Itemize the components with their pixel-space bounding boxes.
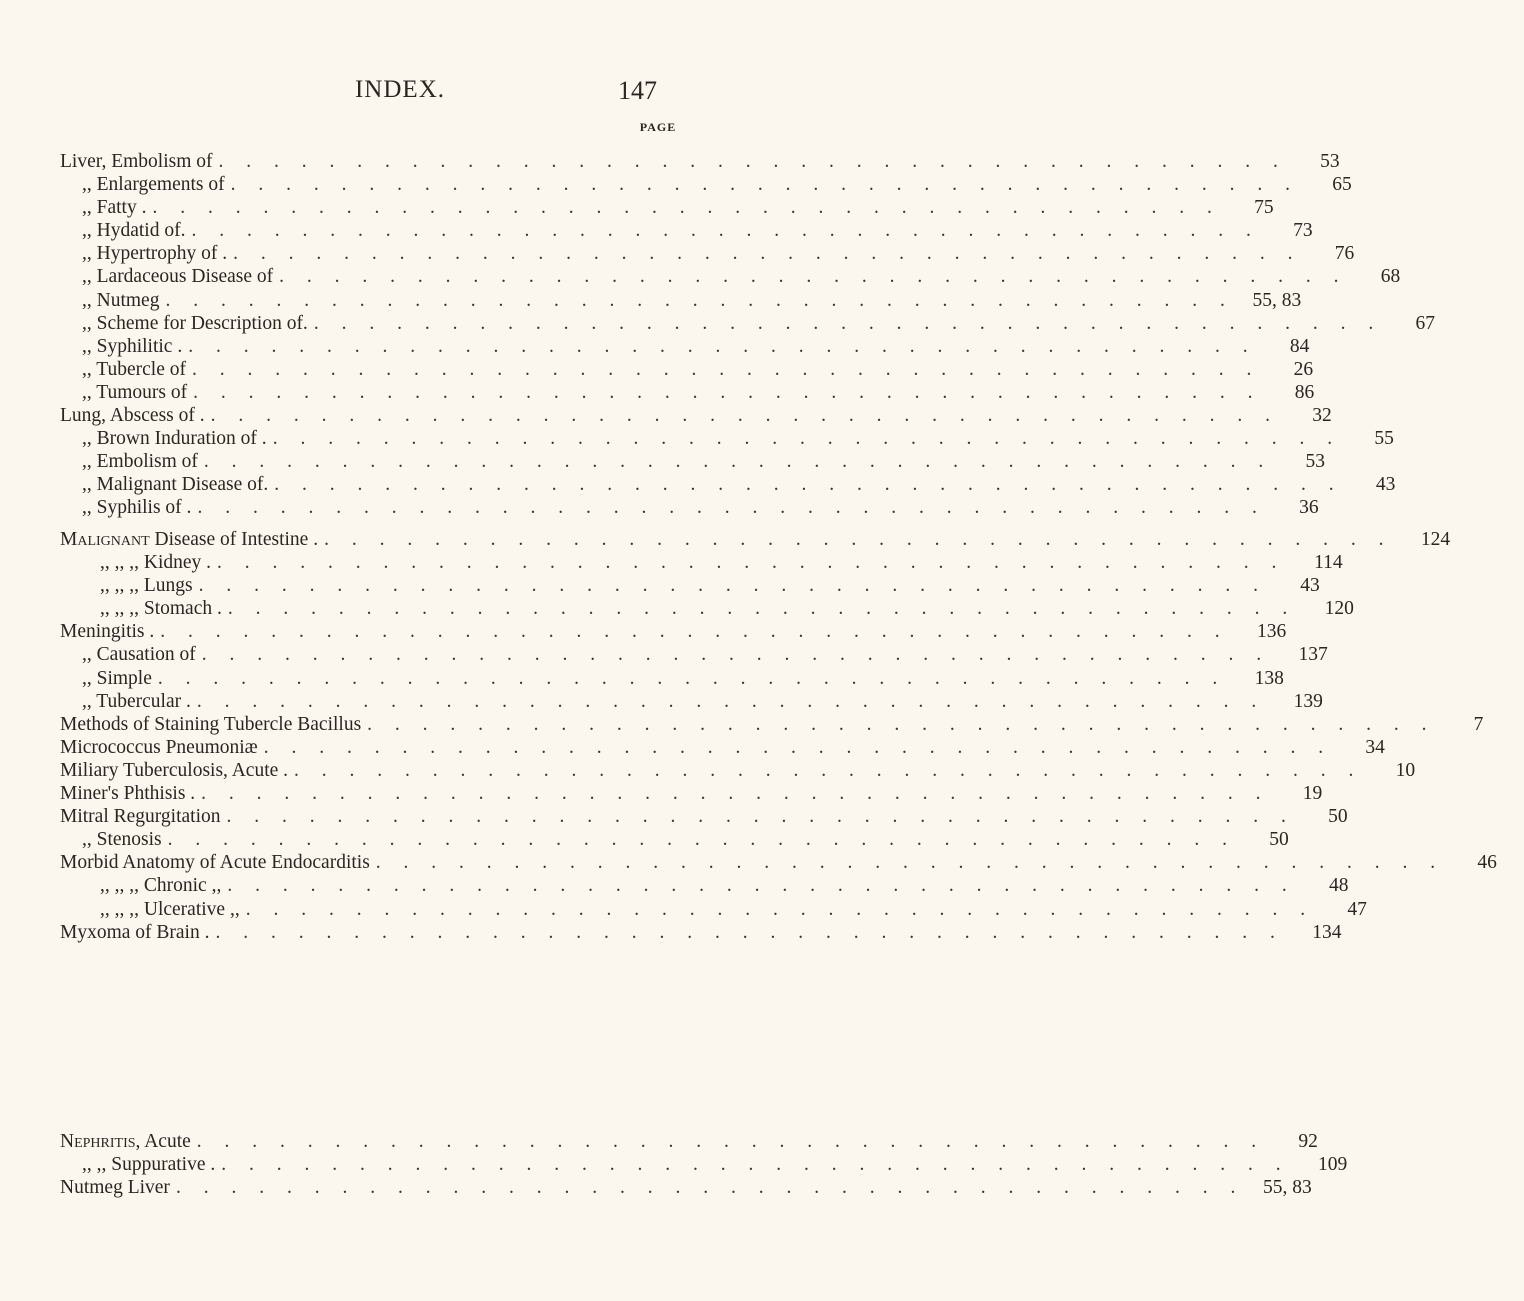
dot-leader: . . . . . . . . . . . . . . . . . . . . . . . . . . . . . . . . . . . . . . . [201, 783, 1270, 805]
entry-page-number: 26 [1293, 358, 1314, 380]
entry-label: ,, ,, ,, Kidney . [100, 552, 212, 574]
headword-small-caps: Malignant [60, 529, 150, 550]
entry-page-number: 134 [1312, 921, 1342, 943]
running-head [0, 76, 800, 110]
dot-leader: . . . . . . . . . . . . . . . . . . . . . . . . . . . . . . . . . . . . . . . [157, 667, 1227, 689]
dot-leader: . . . . . . . . . . . . . . . . . . . . . . . . . . . . . . . . . . . . . . . [227, 598, 1297, 620]
index-entry [60, 828, 1289, 851]
dot-leader: . . . . . . . . . . . . . . . . . . . . . . . . . . . . . . . . . . . . . . . [210, 405, 1279, 427]
entry-label: ,, ,, ,, Ulcerative ,, [100, 898, 240, 920]
index-entry [60, 898, 1367, 921]
index-entry [60, 620, 1287, 643]
index-entry [60, 667, 1284, 690]
headword-small-caps: Nephritis, [60, 1131, 141, 1152]
index-entry [60, 782, 1323, 805]
index-entry [60, 289, 1302, 312]
entry-page-number: 36 [1299, 497, 1319, 519]
entry-label: Miliary Tuberculosis, Acute . [60, 759, 289, 781]
entry-page-number: 67 [1415, 312, 1435, 334]
entry-label: ,, Syphilis of . [82, 497, 192, 519]
dot-leader: . . . . . . . . . . . . . . . . . . . . . . . . . . . . . . . . . . . . . . . [226, 806, 1295, 828]
dot-leader: . . . . . . . . . . . . . . . . . . . . . . . . . . . . . . . . . . . . . . . [375, 852, 1445, 874]
entry-page-number: 138 [1254, 667, 1284, 689]
index-entry [60, 759, 1416, 782]
entry-page-number: 34 [1365, 736, 1385, 758]
dot-leader: . . . . . . . . . . . . . . . . . . . . . . . . . . . . . . . . . . . . . . . [188, 335, 1257, 357]
entry-page-number: 46 [1477, 852, 1497, 874]
entry-label: ,, Scheme for Description of. [82, 312, 308, 334]
entry-label: Mitral Regurgitation [60, 806, 221, 828]
entry-label: Malignant Disease of Intestine . [60, 529, 319, 550]
entry-page-number: 84 [1289, 335, 1310, 357]
index-entry [60, 851, 1497, 874]
entry-label: Methods of Staining Tubercle Bacillus [60, 713, 362, 735]
entry-page-number: 65 [1332, 174, 1352, 196]
entry-label: ,, Brown Induration of . [82, 428, 267, 450]
index-entry [60, 551, 1343, 574]
entry-label: ,, ,, ,, Stomach . [100, 598, 222, 620]
index-entry [60, 690, 1323, 713]
dot-leader: . . . . . . . . . . . . . . . . . . . . . . . . . . . . . . . . . . . . . . . [152, 197, 1221, 219]
entry-label: ,, Nutmeg [82, 289, 160, 311]
entry-label: ,, Fatty . [82, 197, 147, 219]
entry-page-number: 32 [1312, 405, 1332, 427]
index-entry [60, 805, 1348, 828]
entry-page-number: 19 [1302, 783, 1323, 805]
index-entry [60, 404, 1332, 427]
entry-page-number: 137 [1298, 644, 1328, 666]
dot-leader: . . . . . . . . . . . . . . . . . . . . . . . . . . . . . . . . . . . . . . . [215, 921, 1284, 943]
entry-label: Miner's Phthisis . [60, 783, 196, 805]
index-section-liver-lung [60, 150, 1435, 520]
entry-label: Lung, Abscess of . [60, 405, 205, 427]
entry-page-number: 50 [1269, 829, 1289, 851]
entry-page-number: 139 [1293, 690, 1323, 712]
entry-page-number: 92 [1298, 1131, 1318, 1152]
dot-leader: . . . . . . . . . . . . . . . . . . . . . . . . . . . . . . . . . . . . . . . [198, 575, 1267, 597]
dot-leader: . . . . . . . . . . . . . . . . . . . . . . . . . . . . . . . . . . . . . . . [263, 736, 1333, 758]
entry-page-number: 50 [1328, 806, 1348, 828]
index-entry [60, 1130, 1318, 1153]
index-entry [60, 150, 1340, 173]
entry-label: ,, Hydatid of. [82, 220, 186, 242]
entry-label: ,, Tubercle of [82, 358, 186, 380]
entry-label: ,, Hypertrophy of . [82, 243, 228, 265]
dot-leader: . . . . . . . . . . . . . . . . . . . . . . . . . . . . . . . . . . . . . . . [217, 552, 1286, 574]
entry-page-number: 43 [1375, 474, 1396, 496]
entry-page-number: 124 [1420, 529, 1451, 550]
dot-leader: . . . . . . . . . . . . . . . . . . . . . . . . . . . . . . . . . . . . . . . [324, 529, 1393, 550]
index-entry [60, 473, 1396, 496]
entry-label: ,, Malignant Disease of. [82, 474, 269, 496]
entry-page-number: 75 [1254, 197, 1274, 219]
entry-page-number: 55 [1374, 428, 1394, 450]
index-entry [60, 874, 1349, 897]
index-entry [60, 574, 1320, 597]
dot-leader: . . . . . . . . . . . . . . . . . . . . . . . . . . . . . . . . . . . . . . . [230, 174, 1299, 196]
index-entry [60, 921, 1342, 944]
dot-leader: . . . . . . . . . . . . . . . . . . . . . . . . . . . . . . . . . . . . . . . [294, 759, 1363, 781]
entry-label: ,, Embolism of [82, 451, 198, 473]
entry-page-number: 76 [1334, 243, 1355, 265]
dot-leader: . . . . . . . . . . . . . . . . . . . . . . . . . . . . . . . . . . . . . . . [167, 829, 1237, 851]
dot-leader: . . . . . . . . . . . . . . . . . . . . . . . . . . . . . . . . . . . . . . . [175, 1177, 1245, 1199]
index-entry [60, 335, 1310, 358]
dot-leader: . . . . . . . . . . . . . . . . . . . . . . . . . . . . . . . . . . . . . . . [201, 644, 1271, 666]
index-entry [60, 713, 1484, 736]
dot-leader: . . . . . . . . . . . . . . . . . . . . . . . . . . . . . . . . . . . . . . . [227, 875, 1296, 897]
entry-label: ,, ,, ,, Chronic ,, [100, 875, 222, 897]
entry-page-number: 53 [1320, 151, 1340, 172]
dot-leader: . . . . . . . . . . . . . . . . . . . . . . . . . . . . . . . . . . . . . . . [197, 497, 1266, 519]
entry-label: ,, ,, Suppurative . [82, 1154, 216, 1176]
entry-page-number: 114 [1314, 552, 1343, 574]
entry-label: Myxoma of Brain . [60, 921, 210, 943]
entry-page-number: 7 [1473, 713, 1484, 735]
dot-leader: . . . . . . . . . . . . . . . . . . . . . . . . . . . . . . . . . . . . . . . [203, 451, 1273, 473]
entry-label: Morbid Anatomy of Acute Endocarditis [60, 852, 370, 874]
entry-label: Meningitis . [60, 621, 155, 643]
index-section-n [60, 1130, 1348, 1199]
entry-page-number: 136 [1257, 621, 1287, 643]
entry-page-number: 120 [1324, 598, 1354, 620]
dot-leader: . . . . . . . . . . . . . . . . . . . . . . . . . . . . . . . . . . . . . . . [233, 243, 1302, 265]
entry-page-number: 109 [1317, 1154, 1348, 1176]
index-entry [60, 450, 1326, 473]
entry-label: ,, Simple [82, 667, 152, 689]
index-entry [60, 427, 1394, 450]
entry-page-number: 73 [1293, 220, 1313, 242]
dot-leader: . . . . . . . . . . . . . . . . . . . . . . . . . . . . . . . . . . . . . . . [196, 690, 1266, 712]
dot-leader: . . . . . . . . . . . . . . . . . . . . . . . . . . . . . . . . . . . . . . . [272, 428, 1342, 450]
dot-leader: . . . . . . . . . . . . . . . . . . . . . . . . . . . . . . . . . . . . . . . [279, 266, 1348, 288]
dot-leader: . . . . . . . . . . . . . . . . . . . . . . . . . . . . . . . . . . . . . . . [367, 713, 1436, 735]
dot-leader: . . . . . . . . . . . . . . . . . . . . . . . . . . . . . . . . . . . . . . . [192, 358, 1261, 380]
dot-leader: . . . . . . . . . . . . . . . . . . . . . . . . . . . . . . . . . . . . . . . [196, 1131, 1266, 1152]
entry-label: ,, Tumours of [82, 381, 188, 403]
entry-page-number: 55, 83 [1262, 1177, 1312, 1199]
index-entry [60, 496, 1319, 519]
page-number: 147 [618, 76, 657, 105]
dot-leader: . . . . . . . . . . . . . . . . . . . . . . . . . . . . . . . . . . . . . . . [165, 289, 1234, 311]
entry-page-number: 53 [1305, 451, 1326, 473]
dot-leader: . . . . . . . . . . . . . . . . . . . . . . . . . . . . . . . . . . . . . . . [193, 381, 1262, 403]
entry-page-number: 86 [1294, 381, 1315, 403]
entry-label: Nutmeg Liver [60, 1177, 170, 1199]
dot-leader: . . . . . . . . . . . . . . . . . . . . . . . . . . . . . . . . . . . . . . . [160, 621, 1229, 643]
entry-label: Liver, Embolism of [60, 151, 213, 172]
index-entry [60, 196, 1274, 219]
dot-leader: . . . . . . . . . . . . . . . . . . . . . . . . . . . . . . . . . . . . . . . [218, 151, 1287, 172]
dot-leader: . . . . . . . . . . . . . . . . . . . . . . . . . . . . . . . . . . . . . . . [274, 474, 1343, 496]
index-entry [60, 1176, 1312, 1199]
page-column-heading: PAGE [639, 120, 677, 134]
index-entry [60, 736, 1385, 759]
entry-page-number: 43 [1300, 575, 1320, 597]
entry-label: ,, Syphilitic . [82, 335, 183, 357]
index-entry [60, 381, 1315, 404]
entry-label: ,, Stenosis [82, 829, 162, 851]
index-entry [60, 528, 1451, 551]
entry-label: ,, Lardaceous Disease of [82, 266, 274, 288]
index-section-m [60, 528, 1497, 944]
entry-label: Micrococcus Pneumoniæ [60, 736, 258, 758]
entry-label: Nephritis, Acute [60, 1131, 191, 1152]
entry-label: ,, ,, ,, Lungs [100, 575, 193, 597]
index-entry [60, 242, 1355, 265]
dot-leader: . . . . . . . . . . . . . . . . . . . . . . . . . . . . . . . . . . . . . . . [221, 1154, 1290, 1176]
dot-leader: . . . . . . . . . . . . . . . . . . . . . . . . . . . . . . . . . . . . . . . [191, 220, 1260, 242]
entry-page-number: 47 [1347, 898, 1367, 920]
entry-page-number: 68 [1380, 266, 1401, 288]
entry-page-number: 10 [1395, 759, 1416, 781]
index-entry [60, 173, 1352, 196]
index-entry [60, 265, 1401, 288]
index-entry [60, 358, 1314, 381]
entry-label: ,, Enlargements of [82, 174, 225, 196]
index-entry [60, 643, 1328, 666]
entry-page-number: 48 [1328, 875, 1349, 897]
dot-leader: . . . . . . . . . . . . . . . . . . . . . . . . . . . . . . . . . . . . . . . [245, 898, 1315, 920]
index-entry [60, 597, 1354, 620]
index-entry [60, 312, 1435, 335]
index-entry [60, 1153, 1348, 1176]
dot-leader: . . . . . . . . . . . . . . . . . . . . . . . . . . . . . . . . . . . . . . . [313, 312, 1383, 334]
index-entry [60, 219, 1313, 242]
entry-page-number: 55, 83 [1252, 289, 1302, 311]
page-title: INDEX. [354, 76, 445, 103]
entry-label: ,, Causation of [82, 644, 196, 666]
entry-label: ,, Tubercular . [82, 690, 191, 712]
